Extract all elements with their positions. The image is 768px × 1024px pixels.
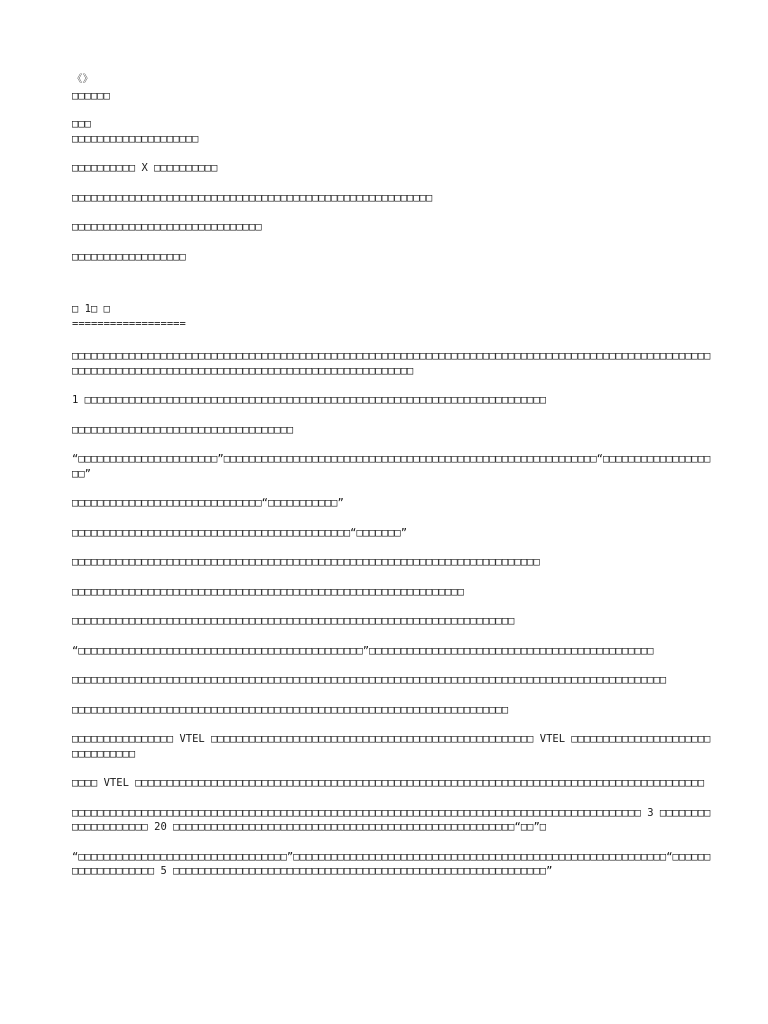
body-paragraph: □□□□□□□□□□□□□□□□ VTEL □□□□□□□□□□□□□□□□□□□□□□□□□□□□□□□□□□□□□□□□□□□□□□□□□□□ VTEL □□□□□□□□□□□□□□□□□□□□□□□□□□□□□□□□ (72, 733, 711, 760)
body-paragraph: □□□□□□□□□□□□□□□□□□□□□□□□□□□□□□□□□□□□□□□□□□□□□□□□□□□□□□□□□□□□□□□□□□□□□□ (72, 615, 515, 627)
body-paragraph: □□□□□□□□□□□□□□□□□□□□□□□□□□□□□□□□□□□□□□□□□□□□□□□□□□□□□□□□□□□□□□□□□□□□□□□□□□ (72, 556, 540, 568)
metadata-label: □□□ (72, 118, 91, 130)
document-title-mark: 《》 (72, 73, 93, 85)
header-line-a: □□□□□□□□□□□□□□□□□□□□□□□□□□□□□□□□□□□□□□□□□□□□□□□□□□□□□□□□□ (72, 191, 433, 204)
document-page (72, 72, 712, 894)
body-paragraph: □□□□□□□□□□□□□□□□□□□□□□□□□□□□□□□□□□□□□□□□□□□□□□□□□□□□□□□□□□□□□□□□□□□□□□□□□□□□□□□□□□□□□□□□□□□□□□□□□□□□□□□□□□□□□□□□□□□□□□□□□□□□□□□□□□□□□□□□□□□□□□□□□□□□□□□□□□□ (72, 350, 711, 377)
body-paragraph: □□□□□□□□□□□□□□□□□□□□□□□□□□□□□□□□□□□ (72, 423, 294, 436)
header-line-c: □□□□□□□□□□□□□□□□□□ (72, 250, 186, 263)
body-paragraph: “□□□□□□□□□□□□□□□□□□□□□□□□□□□□□□□□□□□□□□□□□□□□□”□□□□□□□□□□□□□□□□□□□□□□□□□□□□□□□□□□□□□□□□□□□□□ (72, 644, 654, 657)
chapter-heading: □ 1□ □ (72, 303, 110, 315)
document-subtitle: □□□□□□ (72, 89, 110, 102)
body-paragraph: □□□□□□□□□□□□□□□□□□□□□□□□□□□□□□“□□□□□□□□□□□” (72, 497, 344, 509)
metadata-value: □□□□□□□□□□□□□□□□□□□□ (72, 132, 199, 145)
body-paragraph: □□□□□□□□□□□□□□□□□□□□□□□□□□□□□□□□□□□□□□□□□□□□□□□□□□□□□□□□□□□□□□□□□□□□□□□□□□□□□□□□□□□□□□□□□□ 3 □□□□□□□□□□□□□□□□□□□□ 20 □□□□□□□□□□□□□□□□□□□□□□□□□□□□□□□□□□□□□□□□□□□□□□□□□□□□□□“□□”□ (72, 806, 711, 833)
body-paragraph: “□□□□□□□□□□□□□□□□□□□□□□□□□□□□□□□□□”□□□□□□□□□□□□□□□□□□□□□□□□□□□□□□□□□□□□□□□□□□□□□□□□□□□□□□□□□□□“□□□□□□□□□□□□□□□□□□□ 5 □□□□□□□□□□□□□□□□□□□□□□□□□□□□□□□□□□□□□□□□□□□□□□□□□□□□□□□□□□□” (72, 850, 711, 877)
body-paragraph: “□□□□□□□□□□□□□□□□□□□□□□”□□□□□□□□□□□□□□□□□□□□□□□□□□□□□□□□□□□□□□□□□□□□□□□□□□□□□□□□□□□“□□□□□□□□□□□□□□□□□□□” (72, 453, 711, 480)
body-paragraph: □□□□□□□□□□□□□□□□□□□□□□□□□□□□□□□□□□□□□□□□□□□□□□□□□□□□□□□□□□□□□□□□□□□□□□□□□□□□□□□□□□□□□□□□□□□□□□ (72, 674, 667, 686)
body-paragraph: □□□□□□□□□□□□□□□□□□□□□□□□□□□□□□□□□□□□□□□□□□□□“□□□□□□□” (72, 526, 408, 539)
body-paragraph: □□□□ VTEL □□□□□□□□□□□□□□□□□□□□□□□□□□□□□□□□□□□□□□□□□□□□□□□□□□□□□□□□□□□□□□□□□□□□□□□□□□□□□□□□□□□□□□□□□□ (72, 777, 705, 789)
chapter-underline: ================== (72, 317, 186, 330)
body-paragraph: □□□□□□□□□□□□□□□□□□□□□□□□□□□□□□□□□□□□□□□□□□□□□□□□□□□□□□□□□□□□□□□□□□□□□ (72, 703, 509, 716)
header-line-b: □□□□□□□□□□□□□□□□□□□□□□□□□□□□□□ (72, 221, 262, 233)
body-paragraph: 1 □□□□□□□□□□□□□□□□□□□□□□□□□□□□□□□□□□□□□□□□□□□□□□□□□□□□□□□□□□□□□□□□□□□□□□□□□ (72, 394, 547, 406)
body-paragraph: □□□□□□□□□□□□□□□□□□□□□□□□□□□□□□□□□□□□□□□□□□□□□□□□□□□□□□□□□□□□□□ (72, 585, 464, 598)
author-line: □□□□□□□□□□ X □□□□□□□□□□ (72, 162, 218, 174)
